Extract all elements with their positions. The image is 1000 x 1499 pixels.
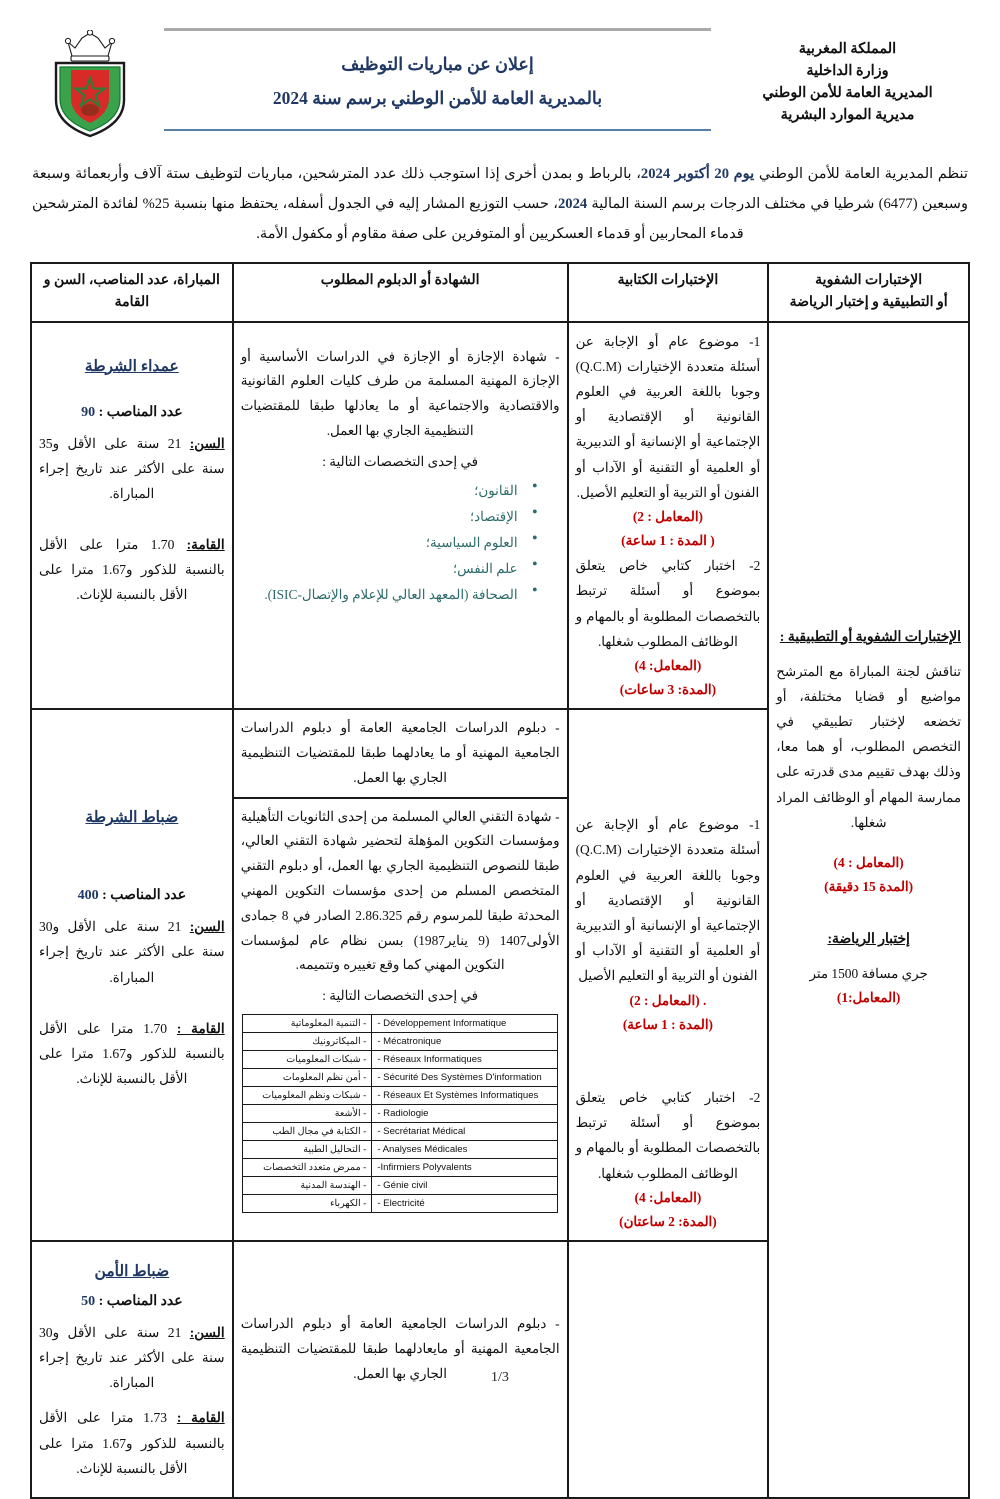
posts-count	[39, 1293, 225, 1310]
intro-highlight-year: 2024	[557, 195, 588, 212]
specialty-ar: - أمن نظم المعلومات	[243, 1069, 372, 1087]
specialty-ar: - شبكات ونظم المعلوميات	[243, 1087, 372, 1105]
intro-seg-2: ، بالرباط و بمدن أخرى إذا استوجب ذلك عدد المترشحين، مباريات لتوظيف ستة آلاف وأربعمائة وسبعة وسبعين (6477) شرطيا في مختلف الدرجات برسم السنة المالية	[32, 166, 968, 212]
specialty-fr: - Analyses Médicales	[372, 1141, 558, 1159]
specialty-ar: - ممرض متعدد التخصصات	[243, 1159, 372, 1177]
list-item: ● الصحافة (المعهد العالي للإعلام والإتصال-ISIC).	[261, 582, 540, 608]
intro-highlight-date: يوم 20 أكتوبر 2024	[640, 166, 755, 182]
job-title: ضباط الشرطة	[85, 809, 179, 827]
posts-count-value: 50	[81, 1293, 96, 1309]
ministry-line-2: وزارة الداخلية	[806, 63, 889, 80]
age-label: السن:	[189, 1324, 225, 1340]
column-header-post-line-1: المباراة، عدد المناصب، السن و	[43, 272, 220, 288]
posts-count-label: عدد المناصب :	[98, 404, 183, 420]
diploma-paragraph: - شهادة التقني العالي المسلمة من إحدى الثانويات التأهيلية ومؤسسات التكوين المؤهلة لتحضير شهادة التقني العالي، طبقا للنصوص التنظيمية الجاري بها العمل، أو دبلوم التقني المتخصص المسلم من إحدى مؤسسات التكوين المهني المحدثة طبقا للمرسوم رقم 2.86.325 الصادر في 8 جمادى الأولى1407 (9 يناير1987) بسن نظام عام لمؤسسات التكوين المهني كما وقع تغييره وتتميمه.	[240, 808, 560, 973]
emblem-container	[30, 28, 150, 138]
cell-diploma	[233, 322, 568, 710]
title-rule-bottom	[164, 129, 711, 131]
table-row	[31, 322, 969, 710]
written-item-2-coefficient: (المعامل: 4)	[634, 1189, 702, 1205]
column-header-post	[31, 263, 233, 322]
written-item-2-coefficient: (المعامل: 4)	[634, 657, 702, 673]
spacer	[776, 899, 961, 915]
list-item: ● القانون؛	[261, 478, 540, 504]
age-value: 21 سنة على الأقل و30 سنة على الأكثر عند تاريخ إجراء المباراة.	[39, 1324, 225, 1391]
spacer	[39, 855, 225, 871]
table-row	[243, 1105, 558, 1123]
column-header-diploma: الشهادة أو الدبلوم المطلوب	[233, 263, 568, 322]
spacer	[39, 748, 225, 764]
job-title: عمداء الشرطة	[84, 357, 179, 375]
ministry-line-3: المديرية العامة للأمن الوطني	[762, 85, 933, 102]
spacer	[241, 1264, 560, 1280]
document-header	[0, 0, 1000, 150]
spacer	[576, 716, 761, 732]
column-header-oral-line-2: أو التطبيقية و إختبار الرياضة	[789, 295, 948, 311]
oral-section-body: تناقش لجنة المباراة مع المترشح مواضيع أو قضايا مختلفة، أو تخضعه لإختبار تطبيقي في التخصص المطلوب، أو هما معا، وذلك بهدف تقييم مدى قدرته على ممارسة المهام أو الوظائف المراد شغلها.	[776, 663, 961, 830]
specialty-fr: - Sécurité Des Systèmes D'information	[372, 1069, 558, 1087]
cell-written-tests	[568, 709, 769, 1241]
ministry-line-1: المملكة المغربية	[798, 41, 897, 57]
table-row	[243, 1177, 558, 1195]
diploma-paragraph: - دبلوم الدراسات الجامعية العامة أو دبلوم الدراسات الجامعية المهنية أو مايعادلهما طبقا للمقتضيات التنظيمية الجاري بها العمل.	[240, 1315, 560, 1381]
specialty-fr: -Infirmiers Polyvalents	[372, 1159, 558, 1177]
page-number: 1/3	[491, 1370, 509, 1385]
list-item: ● العلوم السياسية؛	[261, 530, 540, 556]
specialty-ar: - الميكاترونيك	[243, 1033, 372, 1051]
age-label: السن:	[189, 435, 225, 451]
spacer	[39, 516, 225, 532]
page-title-line-2: بالمديرية العامة للأمن الوطني برسم سنة 2024	[272, 88, 603, 109]
spacer	[241, 1248, 560, 1264]
table-row	[243, 1087, 558, 1105]
sport-test-coefficient: (المعامل:1)	[836, 990, 901, 1006]
sport-test-title: إختبار الرياضة:	[827, 931, 910, 947]
spacer	[576, 1069, 761, 1085]
height-value: 1.70 مترا على الأقل بالنسبة للذكور و1.67 مترا على الأقل بالنسبة للإناث.	[39, 1020, 225, 1086]
spacer	[776, 835, 961, 851]
specialty-fr: - Réseaux Informatiques	[372, 1051, 558, 1069]
specialties-lead: في إحدى التخصصات التالية :	[322, 988, 479, 1004]
written-item-1: 1- موضوع عام أو الإجابة عن أسئلة متعددة الإختيارات (Q.C.M) وجوبا باللغة العربية في العلوم القانونية أو الإقتصادية أو الإجتماعية أو الإنسانية أو التدبيرية أو العلمية أو التقنية أو الآداب أو الفنون أو التربية أو التعليم الأصيل.	[575, 333, 761, 500]
cell-diploma	[233, 709, 568, 1241]
list-item: ● علم النفس؛	[261, 556, 540, 582]
spacer	[776, 915, 961, 931]
list-item: ● الإقتصاد؛	[261, 504, 540, 530]
specialty-fr: - Mécatronique	[372, 1033, 558, 1051]
age-value: 21 سنة على الأقل و30 سنة على الأكثر عند تاريخ إجراء المباراة.	[39, 919, 225, 985]
page-title	[164, 31, 711, 129]
diploma-paragraph: - دبلوم الدراسات الجامعية العامة أو دبلوم الدراسات الجامعية المهنية أو ما يعادلهما طبقا للمقتضيات التنظيمية الجاري بها العمل.	[240, 720, 560, 785]
written-item-1-duration: ( المدة : 1 ساعة)	[621, 533, 715, 549]
job-title: ضباط الأمن	[94, 1262, 170, 1280]
height-requirement	[39, 1016, 225, 1091]
specialty-ar: - الكهرباء	[243, 1195, 372, 1213]
sport-test-body: جري مسافة 1500 متر	[809, 966, 928, 982]
specialty-ar: - شبكات المعلوميات	[243, 1051, 372, 1069]
spacer	[576, 748, 761, 764]
written-item-2-duration: (المدة: 3 ساعات)	[619, 682, 717, 698]
age-requirement	[39, 914, 225, 989]
cell-post-info	[31, 709, 233, 1241]
written-item-2: 2- اختبار كتابي خاص يتعلق بموضوع أو أسئلة ترتبط بالتخصصات المطلوبة أو بالمهام و الوظائف المطلوب شغلها.	[575, 558, 761, 649]
spacer	[39, 716, 225, 732]
spacer	[576, 1053, 761, 1069]
posts-count	[39, 404, 225, 421]
written-item-2-duration: (المدة: 2 ساعتان)	[619, 1213, 717, 1229]
specialty-ar: - الأشعة	[243, 1105, 372, 1123]
age-requirement	[39, 431, 225, 506]
written-item-1-duration: (المدة : 1 ساعة)	[622, 1016, 714, 1032]
cell-divider	[234, 797, 567, 799]
specialty-fr: - Développement Informatique	[372, 1015, 558, 1033]
specialty-ar: - الكتابة في مجال الطب	[243, 1123, 372, 1141]
posts-count-label: عدد المناصب :	[102, 888, 187, 904]
age-value: 21 سنة على الأقل و35 سنة على الأكثر عند تاريخ إجراء المباراة.	[39, 435, 225, 501]
column-header-written: الإختبارات الكتابية	[568, 263, 769, 322]
oral-section-title: الإختبارات الشفوية أو التطبيقية :	[779, 628, 961, 644]
posts-count	[39, 887, 225, 904]
specialties-lead: في إحدى التخصصات التالية :	[322, 453, 479, 469]
table-header-row	[31, 263, 969, 322]
spacer	[576, 764, 761, 780]
spacer	[39, 732, 225, 748]
height-value: 1.73 مترا على الأقل بالنسبة للذكور و1.67 مترا على الأقل بالنسبة للإناث.	[39, 1410, 225, 1476]
spacer	[39, 1000, 225, 1016]
spacer	[576, 1037, 761, 1053]
specialty-fr: - Secrétariat Médical	[372, 1123, 558, 1141]
oral-coefficient: (المعامل : 4)	[833, 854, 904, 870]
specialties-table-body	[243, 1015, 558, 1213]
spacer	[241, 1296, 560, 1312]
intro-seg-1: تنظم المديرية العامة للأمن الوطني	[754, 166, 968, 182]
page-footer	[0, 1370, 1000, 1386]
spacer	[39, 764, 225, 780]
diploma-paragraph: - شهادة الإجازة أو الإجازة في الدراسات الأساسية أو الإجازة المهنية المسلمة من طرف كليات العلوم القانونية والاقتصادية والاجتماعية أو ما يعادلها طبقا للمقتضيات التنظيمية الجاري بها العمل.	[240, 348, 560, 438]
ministry-line-4: مديرية الموارد البشرية	[780, 107, 915, 124]
oral-duration: (المدة 15 دقيقة)	[824, 879, 914, 895]
specialty-ar: - الهندسة المدنية	[243, 1177, 372, 1195]
moroccan-police-emblem-icon	[48, 30, 132, 138]
specialty-fr: - Electricité	[372, 1195, 558, 1213]
height-label: القامة :	[176, 1020, 225, 1036]
ministry-heading	[725, 28, 970, 126]
spacer	[576, 780, 761, 796]
oral-content	[776, 329, 961, 1011]
posts-count-value: 400	[77, 888, 99, 904]
title-area	[150, 28, 725, 131]
cell-oral-tests	[768, 322, 969, 1498]
specialties-table	[242, 1014, 558, 1213]
specialty-fr: - Génie civil	[372, 1177, 558, 1195]
recruitment-table	[30, 262, 970, 1499]
intro-paragraph	[0, 150, 1000, 262]
written-item-2: 2- اختبار كتابي خاص يتعلق بموضوع أو أسئلة ترتبط بالتخصصات المطلوبة أو بالمهام و الوظائف المطلوب شغلها.	[575, 1089, 761, 1181]
column-header-post-line-2: القامة	[114, 295, 150, 311]
height-label: القامة :	[176, 1410, 225, 1426]
specialties-list	[261, 478, 540, 609]
main-table-wrapper	[0, 262, 1000, 1499]
written-item-1-coefficient: (المعامل : 2)	[632, 508, 704, 524]
table-row	[243, 1069, 558, 1087]
table-row	[243, 1123, 558, 1141]
height-requirement	[39, 1405, 225, 1480]
spacer	[576, 732, 761, 748]
spacer	[241, 329, 560, 345]
posts-count-label: عدد المناصب :	[98, 1293, 183, 1309]
table-row	[243, 1051, 558, 1069]
cell-written-tests	[568, 322, 769, 710]
table-row	[243, 1015, 558, 1033]
height-requirement	[39, 532, 225, 607]
table-row	[243, 1159, 558, 1177]
written-item-1: 1- موضوع عام أو الإجابة عن أسئلة متعددة الإختيارات (Q.C.M) وجوبا باللغة العربية في العلوم القانونية أو الإقتصادية أو الإجتماعية أو الإنسانية أو التدبيرية أو العلمية أو التقنية أو الآداب أو الفنون أو التربية أو التعليم الأصيل	[575, 817, 761, 984]
page-title-line-1: إعلان عن مباريات التوظيف	[341, 54, 534, 74]
height-value: 1.70 مترا على الأقل بالنسبة للذكور و1.67 مترا على الأقل بالنسبة للإناث.	[39, 536, 225, 603]
table-row	[243, 1195, 558, 1213]
height-label: القامة:	[186, 536, 225, 552]
posts-count-value: 90	[81, 404, 96, 420]
column-header-oral	[768, 263, 969, 322]
written-item-1-coefficient: . (المعامل : 2)	[629, 992, 707, 1008]
table-row	[243, 1033, 558, 1051]
table-row	[243, 1141, 558, 1159]
specialty-fr: - Réseaux Et Systèmes Informatiques	[372, 1087, 558, 1105]
specialty-ar: - التنمية المعلوماتية	[243, 1015, 372, 1033]
cell-post-info	[31, 322, 233, 710]
spacer	[241, 1280, 560, 1296]
age-label: السن:	[189, 919, 225, 935]
specialty-fr: - Radiologie	[372, 1105, 558, 1123]
specialty-ar: - التحاليل الطبية	[243, 1141, 372, 1159]
spacer	[576, 796, 761, 812]
intro-seg-3: ، حسب التوزيع المشار إليه في الجدول أسفله، يحتفظ منها بنسبة 25% لفائدة المترشحين قدماء المحاربين أو قدماء العسكريين أو المتوفرين على صفة مقاوم أو مكفول الأمة.	[32, 195, 744, 242]
column-header-oral-line-1: الإختبارات الشفوية	[815, 272, 923, 288]
spacer	[39, 871, 225, 887]
